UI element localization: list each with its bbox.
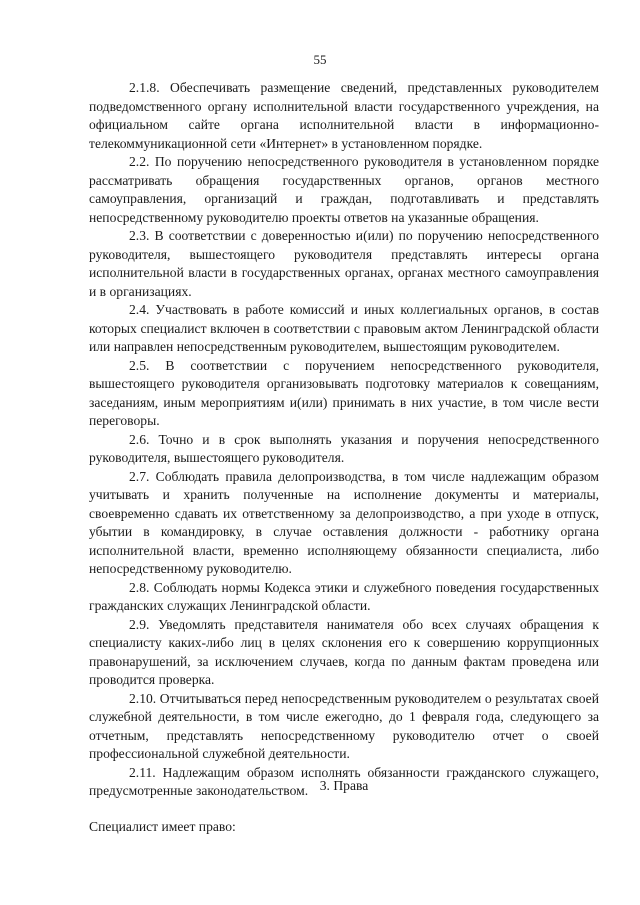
paragraph-2-9: 2.9. Уведомлять представителя нанимателя обо всех случаях обращения к специалисту каких-либо лиц в целях склонения его к совершению коррупционных правонарушений, за исключением случаев, когда по данным фактам проведена или проводится проверка. bbox=[89, 616, 599, 687]
rights-intro-line: Специалист имеет право: bbox=[89, 819, 236, 834]
paragraph-2-8: 2.8. Соблюдать нормы Кодекса этики и служебного поведения государственных гражданских служащих Ленинградской области. bbox=[89, 579, 599, 613]
paragraph-2-4: 2.4. Участвовать в работе комиссий и иных коллегиальных органов, в состав которых специалист включен в соответствии с правовым актом Ленинградской области или направлен непосредственным руководителем, вышестоящим руководителем. bbox=[89, 302, 599, 354]
page-number: 55 bbox=[313, 52, 327, 67]
paragraph-2-11: 2.11. Надлежащим образом исполнять обязанности гражданского служащего, предусмотренные законодательством. bbox=[89, 764, 599, 798]
body-text bbox=[89, 79, 599, 801]
paragraph-2-10: 2.10. Отчитываться перед непосредственным руководителем о результатах своей служебной деятельности, в том числе ежегодно, до 1 февраля года, следующего за отчетным, представлять непосредственному руководителю отчет о своей профессиональной служебной деятельности. bbox=[89, 690, 599, 761]
paragraph-2-6: 2.6. Точно и в срок выполнять указания и поручения непосредственного руководителя, вышестоящего руководителя. bbox=[89, 431, 599, 465]
paragraph-2-3: 2.3. В соответствии с доверенностью и(или) по поручению непосредственного руководителя, вышестоящего руководителя представлять интересы органа исполнительной власти в государственных органах, органах местного самоуправления и в организациях. bbox=[89, 228, 599, 299]
section-heading: 3. Права bbox=[319, 778, 369, 793]
paragraph-2-1-8: 2.1.8. Обеспечивать размещение сведений, представленных руководителем подведомственного органу исполнительной власти государственного учреждения, на официальном сайте органа исполнительной власти в информационно-телекоммуникационной сети «Интернет» в установленном порядке. bbox=[89, 80, 599, 151]
paragraph-2-7: 2.7. Соблюдать правила делопроизводства, в том числе надлежащим образом учитывать и хранить полученные на исполнение документы и материалы, своевременно сдавать их ответственному за делопроизводство, а при уходе в отпуск, убытии в командировку, в случае оставления должности - работнику органа исполнительной власти, временно исполняющему обязанности специалиста, либо непосредственному руководителю. bbox=[89, 468, 599, 576]
paragraph-2-2: 2.2. По поручению непосредственного руководителя в установленном порядке рассматривать обращения государственных органов, органов местного самоуправления, организаций и граждан, подготавливать и представлять непосредственному руководителю проекты ответов на указанные обращения. bbox=[89, 154, 599, 225]
paragraph-2-5: 2.5. В соответствии с поручением непосредственного руководителя, вышестоящего руководителя организовывать подготовку материалов к совещаниям, заседаниям, иным мероприятиям и(или) принимать в них участие, в том числе вести переговоры. bbox=[89, 357, 599, 428]
